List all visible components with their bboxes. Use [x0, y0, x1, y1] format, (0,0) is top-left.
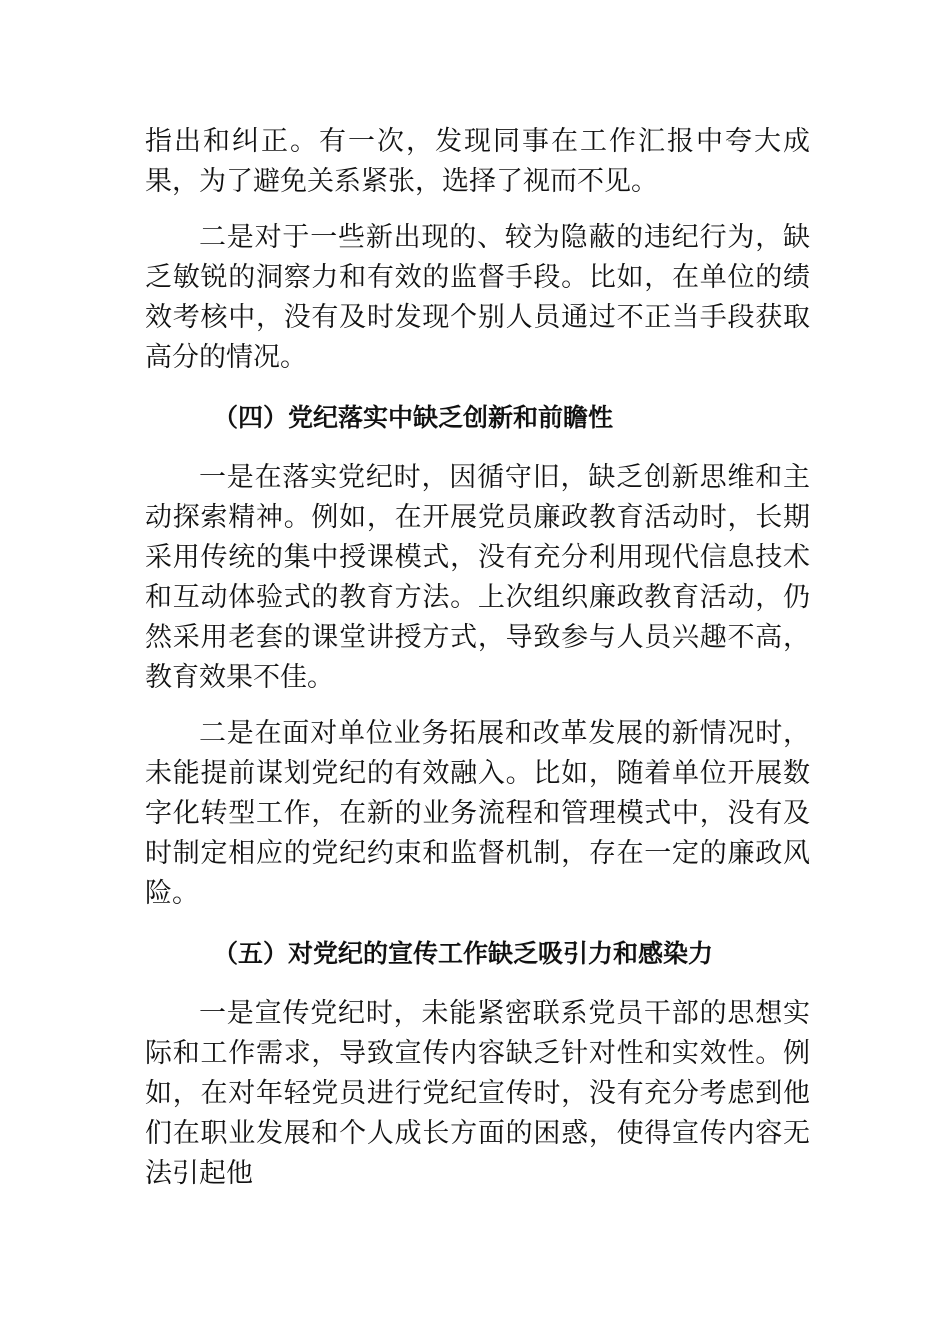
paragraph-two-foresight: 二是在面对单位业务拓展和改革发展的新情况时，未能提前谋划党纪的有效融入。比如，随着单位开展数字化转型工作，在新的业务流程和管理模式中，没有及时制定相应的党纪约束和监督机制，存在一定的廉政风险。 — [145, 718, 810, 909]
section-heading-four: （四）党纪落实中缺乏创新和前瞻性 — [213, 403, 614, 432]
document-body — [145, 122, 810, 1194]
paragraph-one-publicity: 一是宣传党纪时，未能紧密联系党员干部的思想实际和工作需求，导致宣传内容缺乏针对性和实效性。例如，在对年轻党员进行党纪宣传时，没有充分考虑到他们在职业发展和个人成长方面的困惑，使得宣传内容无法引起他 — [145, 998, 810, 1189]
paragraph-continuation: 指出和纠正。有一次，发现同事在工作汇报中夸大成果，为了避免关系紧张，选择了视而不见。 — [145, 126, 810, 197]
paragraph-one-innovation: 一是在落实党纪时，因循守旧，缺乏创新思维和主动探索精神。例如，在开展党员廉政教育活动时，长期采用传统的集中授课模式，没有充分利用现代信息技术和互动体验式的教育方法。上次组织廉政教育活动，仍然采用老套的课堂讲授方式，导致参与人员兴趣不高，教育效果不佳。 — [145, 462, 810, 693]
paragraph-two-insight: 二是对于一些新出现的、较为隐蔽的违纪行为，缺乏敏锐的洞察力和有效的监督手段。比如，在单位的绩效考核中，没有及时发现个别人员通过不正当手段获取高分的情况。 — [145, 222, 810, 373]
section-heading-five: （五）对党纪的宣传工作缺乏吸引力和感染力 — [213, 939, 714, 968]
